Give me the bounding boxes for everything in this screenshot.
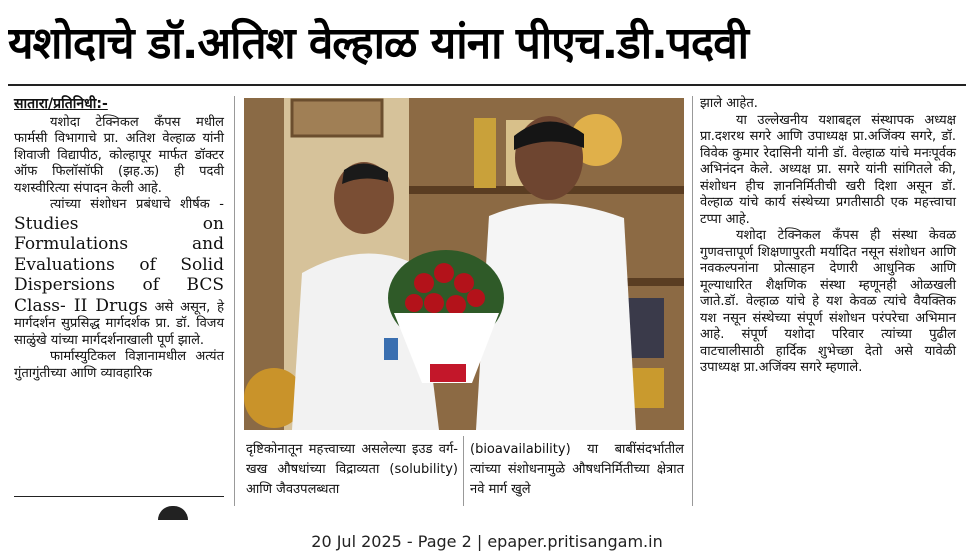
next-article-marker [158, 506, 188, 520]
thesis-title: Studies on Formulations and Evaluations of Solid Dispersions of BCS Class- II Drugs [14, 213, 224, 316]
right-para-0: झाले आहेत. [700, 96, 758, 111]
left-para-3: फार्मास्युटिकल विज्ञानामधील अत्यंत गुंतागुंतीच्या आणि व्यावहारिक [14, 349, 224, 381]
dateline: सातारा/प्रतिनिधी:- [14, 96, 108, 112]
column-divider-2 [463, 436, 464, 506]
page-footer: 20 Jul 2025 - Page 2 | epaper.pritisangam.in [311, 532, 663, 551]
column-divider-1 [234, 96, 235, 506]
left-bottom-rule [14, 496, 224, 497]
bottom-mid-left: दृष्टिकोनातून महत्त्वाच्या असलेल्या इउड वर्ग-खख औषधांच्या विद्राव्यता (solubility) आणि जैवउपलब्धता [246, 442, 458, 497]
right-para-2: यशोदा टेक्निकल कँपस ही संस्था केवळ गुणवत्तापूर्ण शिक्षणापुरती मर्यादित नसून संशोधन आणि नवकल्पनांना प्रोत्साहन देणारी आधुनिक आणि मूल्याधारित शैक्षणिक संस्था म्हणूनही ओळखली जाते.डॉ. वेल्हाळ यांचे हे यश केवळ त्यांचे वैयक्तिक यश नसून संस्थेच्या संपूर्ण संशोधन परंपरेचा अभिमान आहे. संपूर्ण यशोदा परिवार त्यांच्या पुढील वाटचालीसाठी हार्दिक शुभेच्छा देतो असे यावेळी उपाध्यक्ष प्रा.अजिंक्य सगरे म्हणाले. [700, 228, 956, 375]
headline: यशोदाचे डॉ.अतिश वेल्हाळ यांना पीएच.डी.पदवी [8, 18, 749, 69]
bottom-mid-right: (bioavailability) या बाबींसंदर्भातील त्यांच्या संशोधनामुळे औषधनिर्मितीच्या क्षेत्रात नवे मार्ग खुले [470, 442, 684, 497]
headline-rule [8, 84, 966, 86]
right-para-1: या उल्लेखनीय यशाबद्दल संस्थापक अध्यक्ष प्रा.दशरथ सगरे आणि उपाध्यक्ष प्रा.अजिंक्य सगरे, डॉ. विवेक कुमार रेदासिनी यांनी डॉ. वेल्हाळ यांचे मनःपूर्वक अभिनंदन केले. अध्यक्ष प्रा. सगरे यांनी सांगितले की, संशोधन हीच ज्ञाननिर्मितीची खरी दिशा असून डॉ. वेल्हाळ यांचे कार्य संस्थेच्या प्रगतीसाठी एक महत्त्वाचा टप्पा आहे. [700, 112, 956, 227]
left-para-2: त्यांच्या संशोधन प्रबंधाचे शीर्षक - Studies on Formulations and Evaluations of Solid Dispersions of BCS Class- II Drugs असे असून, हे मार्गदर्शन सुप्रसिद्ध मार्गदर्शक प्रा. डॉ. विजय साळुंखे यांच्या मार्गदर्शनाखाली पूर्ण झाले. [14, 197, 224, 348]
left-para-1: यशोदा टेक्निकल कँपस मधील फार्मसी विभागाचे प्रा. अतिश वेल्हाळ यांनी शिवाजी विद्यापीठ, कोल्हापूर मार्फत डॉक्टर ऑफ फिलॉसॉफी (झह.ऊ) ही पदवी यशस्वीरित्या संपादन केली आहे. [14, 114, 224, 196]
news-photo [244, 98, 684, 430]
photo-illustration [244, 98, 684, 430]
column-divider-3 [692, 96, 693, 506]
left-column [14, 96, 224, 382]
right-column [700, 96, 956, 377]
